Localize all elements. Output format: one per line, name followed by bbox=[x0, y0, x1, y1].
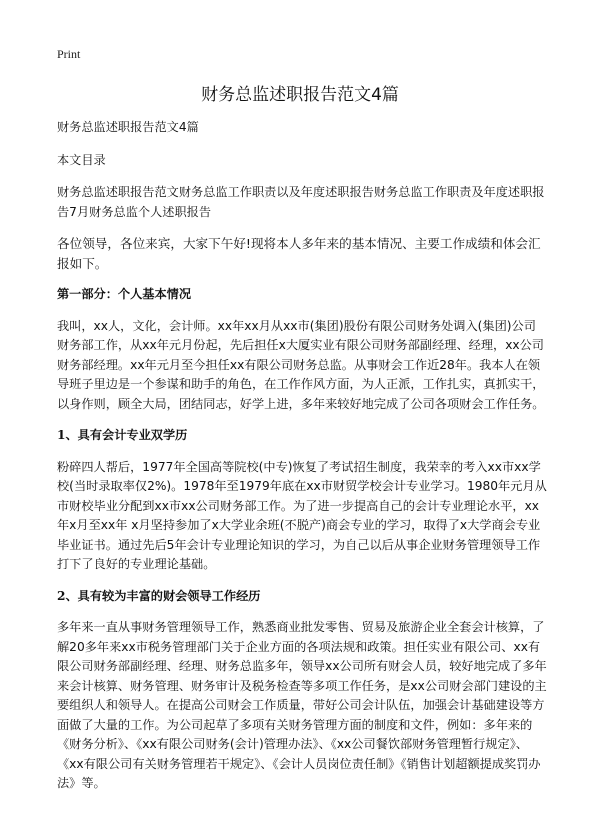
section2-heading: 2、具有较为丰富的财会领导工作经历 bbox=[57, 588, 261, 603]
part1-paragraph: 我叫，xx人，文化，会计师。xx年xx月从xx市(集团)股份有限公司财务处调入(集团)公司财务部工作，从xx年元月份起，先后担任x大厦实业有限公司财务部副经理、经理，xx公司财务部经理。xx年元月至今担任xx有限公司财务总监。从事财会工作近28年。我本人在领导班子里边是一个参谋和助手的角色，在工作作风方面，为人正派，工作扎实，真抓实干，以身作则，顾全大局，团结同志，好学上进，多年来较好地完成了公司各项财会工作任务。 bbox=[57, 318, 545, 411]
document-body bbox=[57, 118, 547, 806]
section2-paragraph: 多年来一直从事财务管理领导工作，熟悉商业批发零售、贸易及旅游企业全套会计核算，了解20多年来xx市税务管理部门关于企业方面的各项法规和政策。担任实业有限公司、xx有限公司财务部副经理、经理、财务总监多年，领导xx公司所有财会人员，较好地完成了多年来会计核算、财务管理、财务审计及税务检查等多项工作任务，是xx公司财会部门建设的主要组织人和领导人。在提高公司财会工作质量，带好公司会计队伍，加强会计基础建设等方面做了大量的工作。为公司起草了多项有关财务管理方面的制度和文件，例如：多年来的《财务分析》、《xx有限公司财务(会计)管理办法》、《xx公司餐饮部财务管理暂行规定》、《xx有限公司有关财务管理若干规定》、《会计人员岗位责任制》《销售计划超额提成奖罚办法》等。 bbox=[57, 620, 547, 790]
document-subtitle: 财务总监述职报告范文4篇 bbox=[57, 120, 199, 134]
print-link[interactable]: Print bbox=[57, 47, 81, 61]
section1-heading: 1、具有会计专业双学历 bbox=[57, 428, 188, 442]
part1-heading: 第一部分：个人基本情况 bbox=[57, 287, 192, 301]
section1-paragraph: 粉碎四人帮后，1977年全国高等院校(中专)恢复了考试招生制度，我荣幸的考入xx市xx学校(当时录取率仅2%)。1978年至1979年底在xx市财贸学校会计专业学习。1980年元月从市财校毕业分配到xx市xx公司财务部工作。为了进一步提高自己的会计专业理论水平，xx年x月至xx年 x月坚持参加了x大学业余班(不脱产)商会专业的学习，取得了x大学商会专业毕业证书。通过先后5年会计专业理论知识的学习，为自己以后从事企业财务管理领导工作打下了良好的专业理论基础。 bbox=[57, 459, 547, 571]
intro-paragraph: 各位领导，各位来宾，大家下午好!现将本人多年来的基本情况、主要工作成绩和体会汇报如下。 bbox=[57, 236, 541, 271]
toc-heading: 本文目录 bbox=[57, 152, 106, 167]
document-title: 财务总监述职报告范文4篇 bbox=[201, 85, 399, 105]
toc-text: 财务总监述职报告范文财务总监工作职责以及年度述职报告财务总监工作职责及年度述职报告7月财务总监个人述职报告 bbox=[57, 185, 545, 219]
